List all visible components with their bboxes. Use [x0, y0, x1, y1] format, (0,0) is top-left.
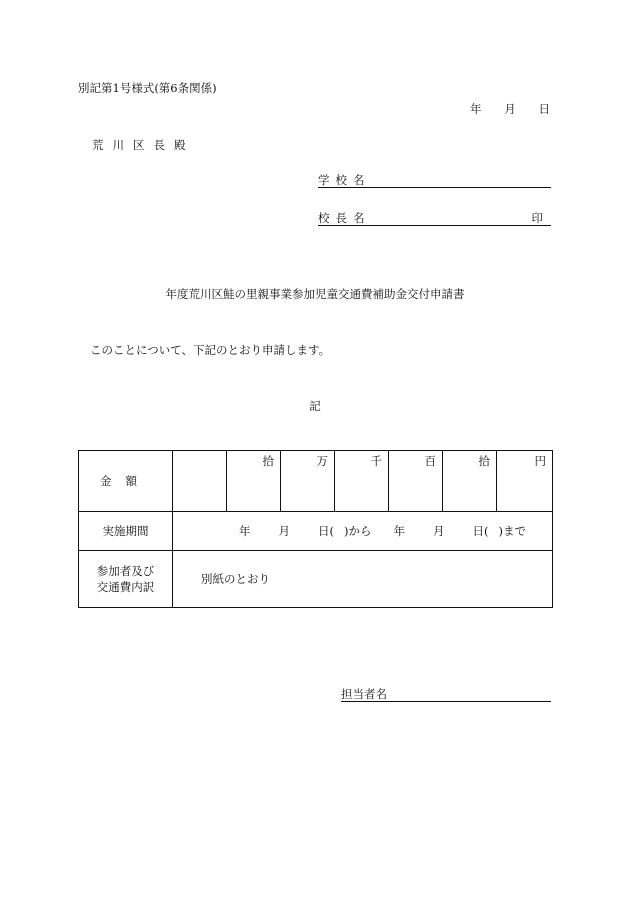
- period-row: [79, 512, 553, 551]
- date-day: 日: [538, 102, 550, 116]
- ki-heading: 記: [309, 399, 321, 413]
- amount-digit-hyaku[interactable]: 百: [389, 451, 443, 512]
- seal-mark: 印: [531, 211, 543, 225]
- amount-digit-juu2[interactable]: 拾: [443, 451, 497, 512]
- participants-label-line2: 交通費内訳: [96, 580, 155, 594]
- form-number: 別記第1号様式(第6条関係): [78, 81, 217, 95]
- date-month: 月: [504, 102, 516, 116]
- participants-value-cell[interactable]: [173, 551, 553, 608]
- amount-blank-cell[interactable]: [173, 451, 227, 512]
- date-line: [470, 101, 550, 117]
- principal-name-label: 校長名: [318, 211, 371, 225]
- period-start-day: 日(: [318, 524, 334, 538]
- document-title: 年度荒川区鮭の里親事業参加児童交通費補助金交付申請書: [165, 287, 465, 301]
- period-end-day: 日(: [472, 524, 489, 538]
- addressee: 荒川区長殿: [92, 138, 195, 152]
- school-name-field[interactable]: [318, 171, 551, 188]
- application-table: [78, 450, 553, 608]
- amount-row: [79, 451, 553, 512]
- period-value-cell[interactable]: [173, 512, 553, 551]
- date-year: 年: [470, 102, 482, 116]
- amount-digit-sen[interactable]: 千: [335, 451, 389, 512]
- intro-text: このことについて、下記のとおり申請します。: [90, 343, 331, 357]
- principal-name-field[interactable]: [318, 209, 551, 226]
- amount-label-cell: [79, 451, 173, 512]
- period-start-month: 月: [278, 524, 290, 538]
- period-from: )から: [344, 524, 372, 538]
- amount-digit-man[interactable]: 万: [281, 451, 335, 512]
- participants-row: [79, 551, 553, 608]
- amount-label: 金額: [100, 474, 151, 488]
- period-to: )まで: [498, 524, 526, 538]
- participants-value: 別紙のとおり: [201, 572, 270, 586]
- amount-digit-juu[interactable]: 拾: [227, 451, 281, 512]
- period-end-month: 月: [433, 524, 445, 538]
- school-name-label: 学校名: [318, 173, 371, 187]
- period-label: 実施期間: [79, 512, 173, 551]
- participants-label-cell: [79, 551, 173, 608]
- period-start-year: 年: [239, 524, 251, 538]
- person-in-charge-field[interactable]: [341, 685, 551, 702]
- period-end-year: 年: [393, 524, 405, 538]
- amount-digit-en[interactable]: 円: [497, 451, 553, 512]
- participants-label-line1: 参加者及び: [96, 564, 155, 578]
- person-in-charge-label: 担当者名: [341, 687, 387, 701]
